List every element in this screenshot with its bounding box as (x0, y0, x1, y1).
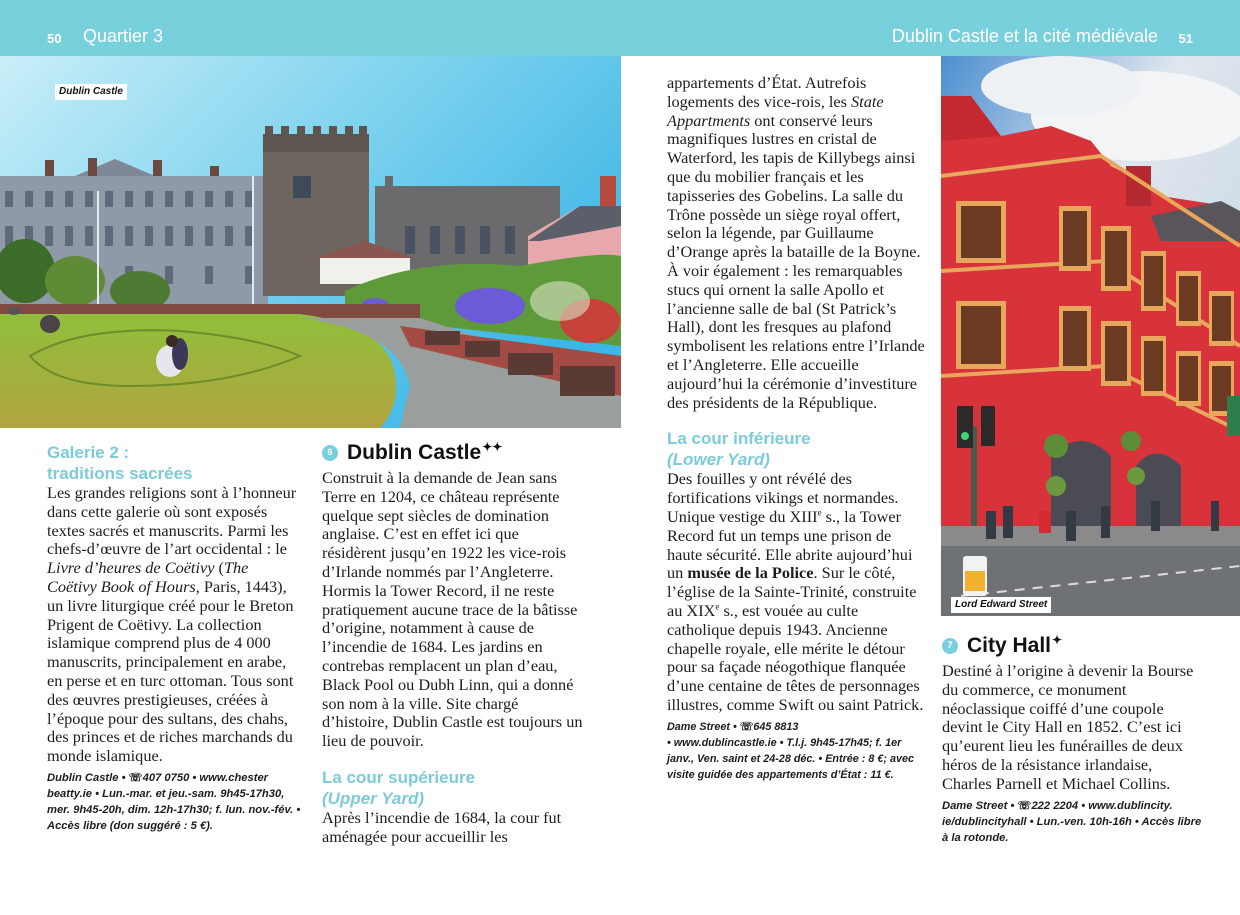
city-hall-heading (942, 634, 1204, 658)
upper-yard-subheading-line1: La cour supérieure (322, 767, 476, 787)
info-phone: 645 8813 (753, 720, 799, 733)
castle-illustration (0, 56, 621, 428)
city-hall-paragraph: Destiné à l’origine à devenir la Bourse du commerce, ce monument néoclassique coiffé d’une coupole devint le City Hall en 1852. C’est ici qu’eurent lieu les funérailles de deux héros de la résistance irlandaise, Charles Parnell et Michael Collins. (942, 661, 1194, 793)
upper-yard-subheading (322, 767, 584, 809)
text-run: ( (214, 558, 224, 578)
lower-yard-subheading (667, 428, 925, 470)
dublin-castle-photo (0, 56, 621, 428)
star-rating-icon: ✦✦ (482, 440, 503, 454)
text-run: . Sur le côté, l’église de la Sainte-Trinité, construite au XIX (667, 563, 917, 620)
info-details: • www.dublincastle.ie • T.l.j. 9h45-17h45; f. 1er janv., Ven. saint et 24-28 déc. • Entrée : 8 €; avec visite guidée des appartements d’État : 11 €. (667, 736, 915, 781)
upper-yard-subheading-line2: (Upper Yard) (322, 788, 425, 808)
text-run: s., est vouée au culte catholique depuis 1943. Ancienne chapelle royale, elle mérite le détour pour sa façade néogothique flanquée d’une centaine de têtes de personnages illustres, comme Swift ou saint Patrick. (667, 600, 924, 714)
heading-text: Dublin Castle (347, 441, 482, 464)
superscript: e (817, 507, 822, 518)
galerie-subheading-line1: Galerie 2 : (47, 443, 130, 462)
phone-icon: ☏ (128, 771, 143, 784)
text-run: appartements d’État. Autrefois logements des vice-rois, les (667, 73, 867, 111)
dublin-castle-paragraph: Construit à la demande de Jean sans Terre en 1204, ce château représente quelque sept siècles de domination anglaise. C’est en effet ici que résidèrent jusqu’en 1922 les vice-rois d’Irlande nommés par l’Angleterre. Hormis la Tower Record, il ne reste pratiquement aucune trace de la bâtisse d’origine, notamment à cause de l’incendie de 1684. Les jardins en contrebas remplacent un plan d’eau, Black Pool ou Dubh Linn, qui a donné son nom à la ville. Site chargé d’histoire, Dublin Castle est toujours un lieu de pouvoir. (322, 468, 583, 751)
right-section-title: Dublin Castle et la cité médiévale (891, 26, 1158, 46)
galerie-paragraph (47, 484, 302, 766)
lower-yard-paragraph (667, 470, 925, 714)
castle-photo-caption: Dublin Castle (55, 84, 127, 100)
column-yards (667, 74, 925, 783)
text-run: Les grandes religions sont à l’honneur dans cette galerie où sont exposés textes sacrés et manuscrits. Parmi les chefs-d’œuvre de l’art occidental : le (47, 483, 297, 559)
text-run: , Paris, 1443), un livre liturgique créé pour le Breton Prigent de Coëtivy. La collection islamique comprend plus de 4 000 manuscrits, principalement en arabe, en perse et en turc ottoman. Tous sont des œuvres prestigieuses, créées à l’époque pour des sultans, des chahs, des princes et de riches marchands du monde islamique. (47, 576, 294, 766)
state-apartments-paragraph (667, 74, 925, 412)
dublin-castle-info (667, 719, 925, 783)
city-hall-info (942, 798, 1204, 846)
phone-icon: ☏ (1017, 799, 1032, 812)
heading-text: City Hall (967, 634, 1052, 657)
police-museum-highlight: musée de la Police (687, 563, 814, 583)
star-rating-icon: ✦ (1052, 633, 1063, 647)
galerie-subheading-line2: traditions sacrées (47, 464, 193, 483)
column-city-hall (942, 634, 1204, 846)
left-section-title: Quartier 3 (83, 26, 164, 46)
book-title-english: The Coëtivy Book of Hours (47, 558, 249, 596)
superscript: e (715, 601, 720, 612)
lower-yard-subheading-line1: La cour inférieure (667, 429, 811, 449)
state-appartments-term: State Appartments (667, 91, 884, 130)
city-hall-photo-caption: Lord Edward Street (951, 597, 1051, 613)
right-page-number: 51 (1178, 31, 1193, 46)
column-dublin-castle (322, 441, 584, 847)
left-page-number: 50 (47, 31, 62, 46)
chester-beatty-info (47, 770, 302, 834)
phone-icon: ☏ (739, 720, 754, 733)
info-address: Dame Street • (667, 720, 740, 733)
page-header (0, 0, 1240, 56)
column-galerie (47, 442, 302, 834)
city-hall-illustration (941, 56, 1240, 616)
upper-yard-paragraph: Après l’incendie de 1684, la cour fut aménagée pour accueillir les (322, 807, 562, 846)
text-run: ont conservé leurs magnifiques lustres en cristal de Waterford, les tapis de Killybegs ainsi que du mobilier français et les tapisseries des Gobelins. La salle du Trône possède un siège royal offert, selon la légende, par Guillaume d’Orange après la bataille de la Boyne. À voir également : les remarquables stucs qui ornent la salle Apollo et l’ancienne salle de bal (St Patrick’s Hall), dont les fresques au plafond symbolisent les relations entre l’Irlande et l’Angleterre. Elle accueille aujourd’hui la cérémonie d’investiture des présidents de la République. (667, 110, 925, 412)
info-details: 407 0750 • www.chester beatty.ie • Lun.-mar. et jeu.-sam. 9h45-17h30, mer. 9h45-20h, dim. 12h-17h30; f. lun. nov.-fév. • Accès libre (don suggéré : 5 €). (47, 771, 301, 832)
text-run: Des fouilles y ont révélé des fortifications vikings et normandes. Unique vestige du XIII (667, 469, 899, 526)
info-details: 222 2204 • www.dublincity. ie/dublincityhall • Lun.-ven. 10h-16h • Accès libre à la rotonde. (942, 799, 1202, 844)
number-badge-icon: 6 (322, 445, 338, 461)
number-badge-icon: 7 (942, 638, 958, 654)
galerie-subheading (47, 442, 302, 484)
info-address: Dame Street • (942, 799, 1018, 812)
text-run: s., la Tower Record fut un temps une prison de haute sécurité. Elle abrite aujourd’hui un (667, 506, 913, 583)
info-address: Dublin Castle • (47, 771, 129, 784)
book-title-french: Livre d’heures de Coëtivy (47, 558, 215, 578)
dublin-castle-heading (322, 441, 584, 465)
lower-yard-subheading-line2: (Lower Yard) (667, 450, 770, 470)
city-hall-photo (941, 56, 1240, 616)
